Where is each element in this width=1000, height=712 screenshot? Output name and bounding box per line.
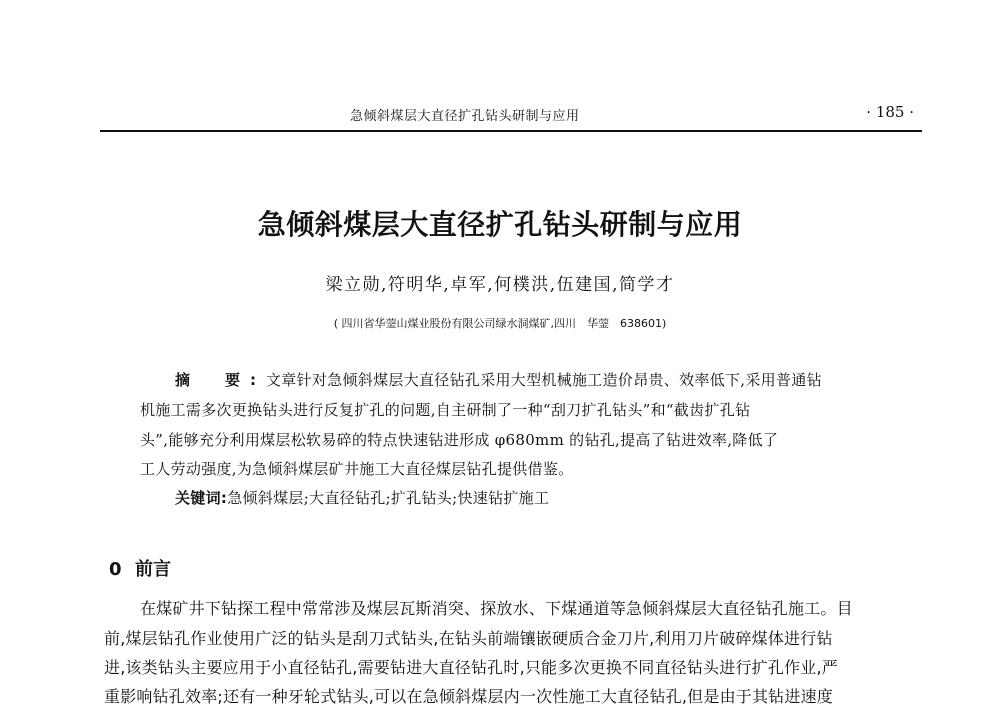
running-header-title: 急倾斜煤层大直径扩孔钻头研制与应用 <box>350 109 580 124</box>
abstract-line-4: 工人劳动强度,为急倾斜煤层矿井施工大直径煤层钻孔提供借鉴。 <box>140 460 574 478</box>
article-title: 急倾斜煤层大直径扩孔钻头研制与应用 <box>257 208 743 241</box>
abstract-line-1 <box>175 370 822 390</box>
abstract-line-3: 头”,能够充分利用煤层松软易碎的特点快速钻进形成 φ680mm 的钻孔,提高了钻进效率,降低了 <box>140 431 779 449</box>
keywords-line <box>175 488 549 508</box>
author-affiliation: ( 四川省华蓥山煤业股份有限公司绿水洞煤矿,四川 华蓥 638601) <box>333 317 667 330</box>
section-heading <box>109 555 171 581</box>
body-line-2: 前,煤层钻孔作业使用广泛的钻头是刮刀式钻头,在钻头前端镶嵌硬质合金刀片,利用刀片破碎煤体进行钻 <box>104 629 833 648</box>
author-list: 梁立勋,符明华,卓军,何樸洪,伍建国,简学才 <box>325 275 675 295</box>
body-line-4: 重影响钻孔效率;还有一种牙轮式钻头,可以在急倾斜煤层内一次性施工大直径钻孔,但是由于其钻进速度 <box>104 687 833 706</box>
keywords-text: 急倾斜煤层;大直径钻孔;扩孔钻头;快速钻扩施工 <box>227 489 550 507</box>
body-line-1: 在煤矿井下钻探工程中常常涉及煤层瓦斯消突、探放水、下煤通道等急倾斜煤层大直径钻孔施工。目 <box>140 599 853 618</box>
body-line-3: 进,该类钻头主要应用于小直径钻孔,需要钻进大直径钻孔时,只能多次更换不同直径钻头进行扩孔作业,严 <box>104 658 838 677</box>
abstract-label: 摘 要: <box>175 371 266 389</box>
abstract-line-2: 机施工需多次更换钻头进行反复扩孔的问题,自主研制了一种“刮刀扩孔钻头”和“截齿扩孔钻 <box>140 401 751 419</box>
running-header <box>100 100 922 132</box>
keywords-label: 关键词: <box>175 489 228 507</box>
section-title: 前言 <box>135 559 171 580</box>
abstract-text-1: 文章针对急倾斜煤层大直径钻孔采用大型机械施工造价昂贵、效率低下,采用普通钻 <box>266 371 822 389</box>
section-number: 0 <box>109 559 122 580</box>
page-number: · 185 · <box>866 103 914 121</box>
